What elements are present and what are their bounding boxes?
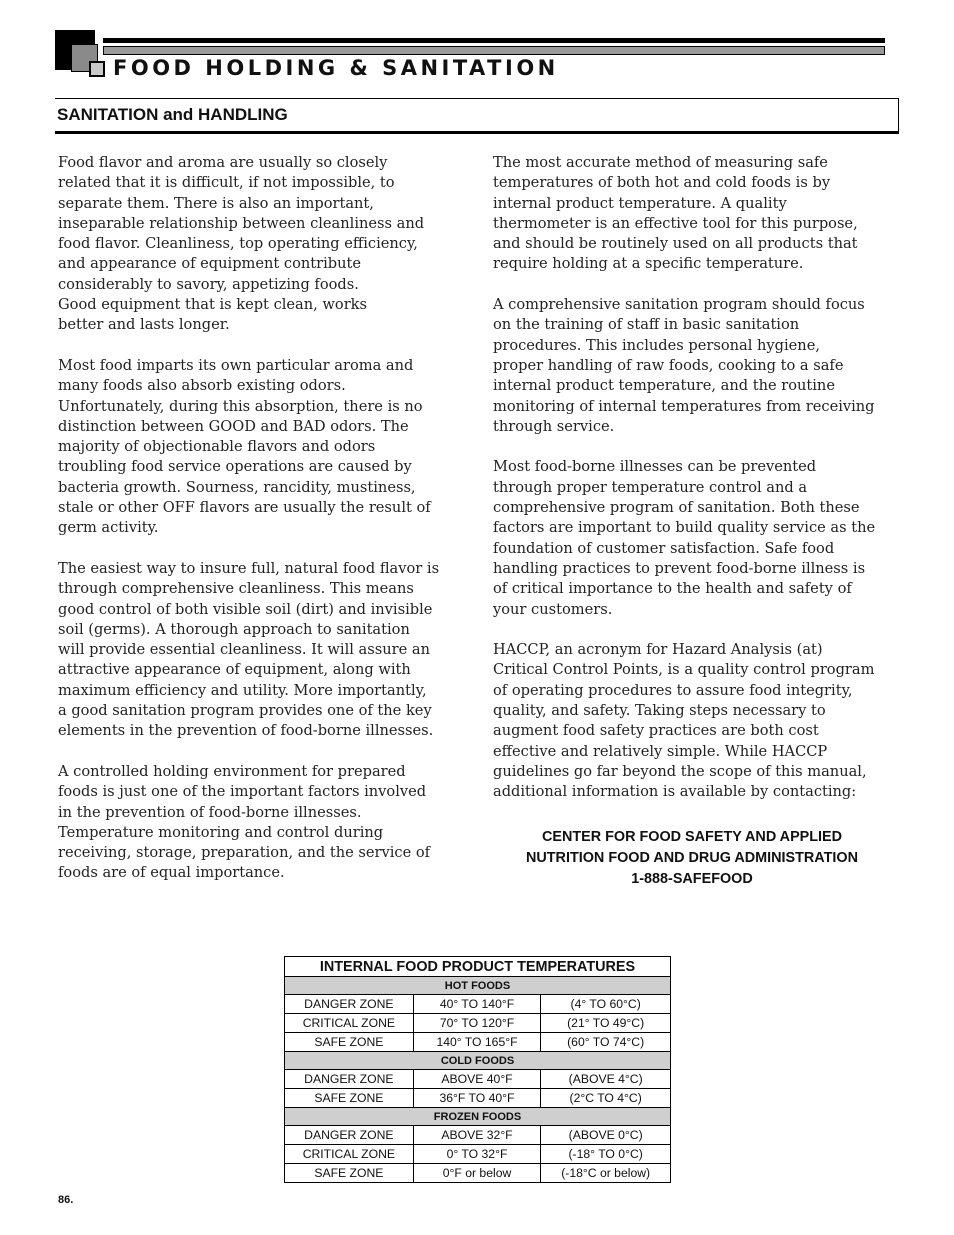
section-title: SANITATION and HANDLING bbox=[57, 105, 288, 124]
paragraph bbox=[493, 457, 903, 619]
text-line: The easiest way to insure full, natural food flavor is bbox=[58, 559, 440, 577]
text-line: HACCP, an acronym for Hazard Analysis (at) bbox=[493, 641, 823, 659]
text-line: through service. bbox=[493, 417, 615, 435]
table-title: INTERNAL FOOD PRODUCT TEMPERATURES bbox=[285, 957, 671, 977]
table-category-header: HOT FOODS bbox=[285, 977, 671, 995]
celsius-cell: (-18° TO 0°C) bbox=[541, 1145, 671, 1164]
text-line: better and lasts longer. bbox=[58, 316, 230, 334]
text-line: through comprehensive cleanliness. This means bbox=[58, 580, 414, 598]
text-line: bacteria growth. Sourness, rancidity, mustiness, bbox=[58, 478, 416, 496]
text-line: receiving, storage, preparation, and the service of bbox=[58, 844, 431, 862]
text-line: require holding at a specific temperature. bbox=[493, 255, 804, 273]
header-logo-block-small bbox=[89, 61, 105, 77]
right-text-column bbox=[493, 153, 903, 823]
text-line: Food flavor and aroma are usually so closely bbox=[58, 154, 388, 171]
text-line: and should be routinely used on all products that bbox=[493, 235, 858, 253]
text-line: foods is just one of the important factors involved bbox=[58, 783, 427, 801]
contact-block bbox=[465, 827, 919, 889]
table-row bbox=[285, 1033, 671, 1052]
text-line: of critical importance to the health and safety of bbox=[493, 580, 852, 598]
paragraph bbox=[58, 356, 468, 539]
fahrenheit-cell: 0°F or below bbox=[413, 1164, 541, 1183]
paragraph bbox=[58, 153, 468, 336]
contact-line-2: NUTRITION FOOD AND DRUG ADMINISTRATION bbox=[525, 849, 859, 866]
text-line: augment food safety practices are both cost bbox=[493, 722, 819, 740]
header-rule-gray bbox=[103, 46, 885, 55]
text-line: of operating procedures to assure food integrity, bbox=[493, 681, 853, 699]
celsius-cell: (ABOVE 0°C) bbox=[541, 1126, 671, 1145]
text-line: your customers. bbox=[493, 600, 613, 618]
text-line: majority of objectionable flavors and odors bbox=[58, 438, 376, 456]
text-line: through proper temperature control and a bbox=[493, 478, 808, 496]
table-row bbox=[285, 1014, 671, 1033]
text-line: will provide essential cleanliness. It will assure an bbox=[58, 641, 430, 659]
contact-phone: 1-888-SAFEFOOD bbox=[631, 870, 753, 887]
text-line: germ activity. bbox=[58, 519, 159, 537]
text-line: proper handling of raw foods, cooking to a safe bbox=[493, 356, 844, 374]
fahrenheit-cell: 40° TO 140°F bbox=[413, 995, 541, 1014]
celsius-cell: (2°C TO 4°C) bbox=[541, 1089, 671, 1108]
text-line: handling practices to prevent food-borne illness is bbox=[493, 559, 866, 577]
paragraph bbox=[58, 762, 468, 884]
zone-cell: CRITICAL ZONE bbox=[285, 1014, 414, 1033]
text-line: Temperature monitoring and control during bbox=[58, 823, 384, 841]
text-line: effective and relatively simple. While HACCP bbox=[493, 742, 828, 760]
text-line: and appearance of equipment contribute bbox=[58, 255, 362, 273]
text-line: factors are important to build quality service as the bbox=[493, 519, 876, 537]
celsius-cell: (60° TO 74°C) bbox=[541, 1033, 671, 1052]
table-row bbox=[285, 1145, 671, 1164]
paragraph bbox=[58, 559, 468, 742]
zone-cell: DANGER ZONE bbox=[285, 995, 414, 1014]
text-line: separate them. There is also an important, bbox=[58, 194, 374, 212]
text-line: The most accurate method of measuring safe bbox=[493, 154, 828, 171]
text-line: A controlled holding environment for prepared bbox=[58, 762, 406, 780]
table-row bbox=[285, 1070, 671, 1089]
table-row bbox=[285, 1089, 671, 1108]
zone-cell: SAFE ZONE bbox=[285, 1089, 414, 1108]
text-line: considerably to savory, appetizing foods. bbox=[58, 275, 359, 293]
zone-cell: CRITICAL ZONE bbox=[285, 1145, 414, 1164]
paragraph bbox=[493, 295, 903, 437]
text-line: soil (germs). A thorough approach to sanitation bbox=[58, 620, 410, 638]
fahrenheit-cell: 140° TO 165°F bbox=[413, 1033, 541, 1052]
zone-cell: SAFE ZONE bbox=[285, 1164, 414, 1183]
zone-cell: DANGER ZONE bbox=[285, 1126, 414, 1145]
text-line: attractive appearance of equipment, along with bbox=[58, 661, 411, 679]
text-line: monitoring of internal temperatures from receiving bbox=[493, 397, 875, 415]
text-line: thermometer is an effective tool for this purpose, bbox=[493, 214, 858, 232]
header-rule-black bbox=[103, 38, 885, 43]
text-line: A comprehensive sanitation program should focus bbox=[493, 296, 865, 314]
contact-line-1: CENTER FOR FOOD SAFETY AND APPLIED bbox=[541, 829, 843, 845]
text-line: troubling food service operations are caused by bbox=[58, 458, 412, 476]
text-line: inseparable relationship between cleanliness and bbox=[58, 214, 425, 232]
celsius-cell: (21° TO 49°C) bbox=[541, 1014, 671, 1033]
text-line: food flavor. Cleanliness, top operating efficiency, bbox=[58, 235, 418, 253]
celsius-cell: (ABOVE 4°C) bbox=[541, 1070, 671, 1089]
text-line: comprehensive program of sanitation. Both these bbox=[493, 499, 860, 517]
text-line: on the training of staff in basic sanitation bbox=[493, 316, 800, 334]
text-line: internal product temperature. A quality bbox=[493, 194, 787, 212]
fahrenheit-cell: 0° TO 32°F bbox=[413, 1145, 541, 1164]
text-line: Most food imparts its own particular aroma and bbox=[58, 356, 414, 374]
text-line: in the prevention of food-borne illnesses. bbox=[58, 803, 362, 821]
paragraph bbox=[493, 153, 903, 275]
text-line: maximum efficiency and utility. More importantly, bbox=[58, 681, 427, 699]
text-line: Good equipment that is kept clean, works bbox=[58, 296, 368, 314]
text-line: Unfortunately, during this absorption, there is no bbox=[58, 397, 423, 415]
text-line: Most food-borne illnesses can be prevented bbox=[493, 458, 817, 476]
text-line: many foods also absorb existing odors. bbox=[58, 377, 346, 395]
text-line: distinction between GOOD and BAD odors. The bbox=[58, 417, 409, 435]
fahrenheit-cell: 70° TO 120°F bbox=[413, 1014, 541, 1033]
paragraph bbox=[493, 640, 903, 802]
table-category-header: FROZEN FOODS bbox=[285, 1108, 671, 1126]
zone-cell: SAFE ZONE bbox=[285, 1033, 414, 1052]
text-line: Critical Control Points, is a quality control program bbox=[493, 661, 875, 679]
text-line: procedures. This includes personal hygiene, bbox=[493, 336, 820, 354]
fahrenheit-cell: ABOVE 40°F bbox=[413, 1070, 541, 1089]
left-text-column bbox=[58, 153, 468, 904]
table-row bbox=[285, 1164, 671, 1183]
text-line: elements in the prevention of food-borne illnesses. bbox=[58, 722, 434, 740]
temperature-table bbox=[284, 956, 671, 1183]
text-line: stale or other OFF flavors are usually the result of bbox=[58, 499, 431, 517]
page-number: 86. bbox=[58, 1194, 74, 1206]
page-title: FOOD HOLDING & SANITATION bbox=[113, 56, 559, 80]
celsius-cell: (-18°C or below) bbox=[541, 1164, 671, 1183]
text-line: guidelines go far beyond the scope of this manual, bbox=[493, 762, 867, 780]
text-line: additional information is available by contacting: bbox=[493, 783, 857, 801]
table-category-header: COLD FOODS bbox=[285, 1052, 671, 1070]
text-line: quality, and safety. Taking steps necessary to bbox=[493, 702, 826, 720]
text-line: foods are of equal importance. bbox=[58, 864, 285, 882]
text-line: good control of both visible soil (dirt) and invisible bbox=[58, 600, 433, 618]
text-line: a good sanitation program provides one of the key bbox=[58, 702, 432, 720]
table-row bbox=[285, 1126, 671, 1145]
fahrenheit-cell: ABOVE 32°F bbox=[413, 1126, 541, 1145]
text-line: related that it is difficult, if not impossible, to bbox=[58, 174, 395, 192]
table-row bbox=[285, 995, 671, 1014]
fahrenheit-cell: 36°F TO 40°F bbox=[413, 1089, 541, 1108]
text-line: temperatures of both hot and cold foods is by bbox=[493, 174, 831, 192]
text-line: foundation of customer satisfaction. Safe food bbox=[493, 539, 835, 557]
celsius-cell: (4° TO 60°C) bbox=[541, 995, 671, 1014]
zone-cell: DANGER ZONE bbox=[285, 1070, 414, 1089]
text-line: internal product temperature, and the routine bbox=[493, 377, 835, 395]
